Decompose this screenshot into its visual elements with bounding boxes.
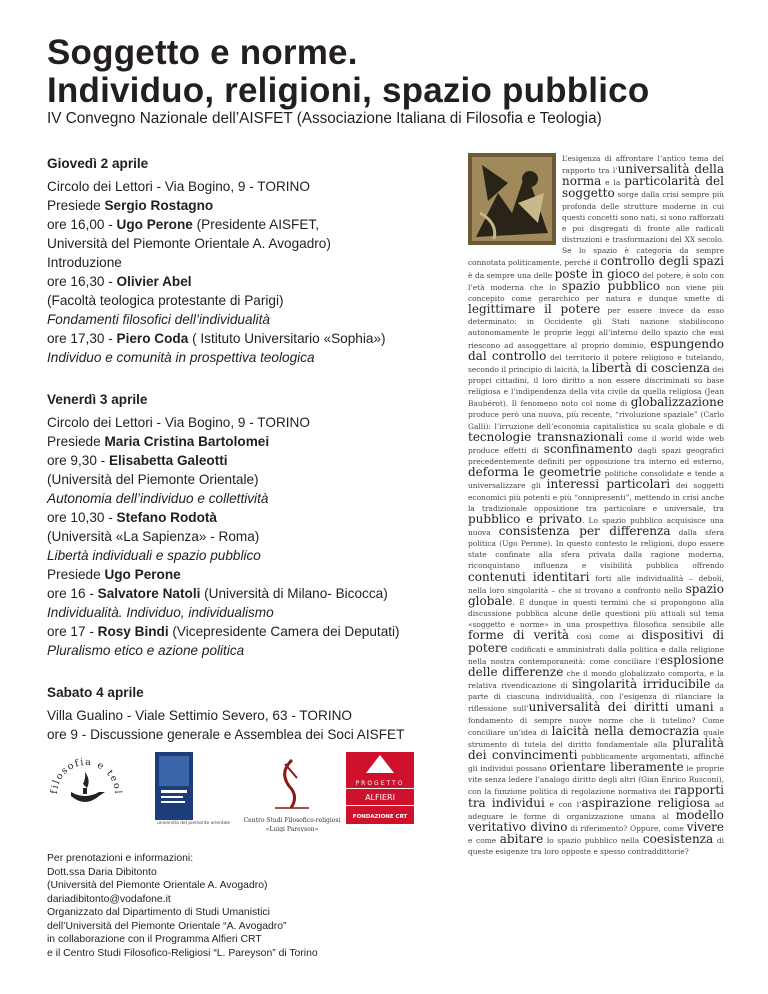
session-time: ore 17,30 - <box>47 331 117 346</box>
svg-text:filosofia e teologia <box>47 742 123 795</box>
aisfet-logo <box>47 742 123 825</box>
title-line-1: Soggetto e norme. <box>47 33 358 72</box>
essay-highlight: laicità nella democrazia <box>551 723 700 738</box>
info-line-8: e il Centro Studi Filosofico-Religiosi “L. Pareyson” di Torino <box>47 947 318 959</box>
contact-email[interactable]: dariadibitonto@vodafone.it <box>47 893 171 905</box>
essay-segment: per essere invece da esso determinato: in Occidente gli Stati nazione stabiliscono autonomamente le proprie leggi all’interno dello spazio che essi riescono ad assoggettare al proprio dominio, <box>468 306 724 350</box>
essay-segment: e come <box>468 836 500 846</box>
speaker-affiliation: ( Istituto Universitario «Sophia») <box>188 331 386 346</box>
day1-session-1-title: Introduzione <box>47 255 122 270</box>
essay-highlight: libertà di coscienza <box>591 360 710 375</box>
essay-highlight: spazio pubblico <box>561 278 661 293</box>
essay-segment: che il mondo globalizzato comporta, e la relativa rivendicazione di <box>468 668 724 691</box>
essay-highlight: particolarità del soggetto <box>562 174 724 201</box>
day2-session-1-aff: (Università del Piemonte Orientale) <box>47 472 259 487</box>
sponsor-logos <box>47 742 457 832</box>
speaker-affiliation: (Presidente AISFET, <box>192 217 320 232</box>
day3-date: Sabato 4 aprile <box>47 685 144 700</box>
day1-date: Giovedì 2 aprile <box>47 156 149 171</box>
essay-highlight: deforma le geometrie <box>468 465 602 480</box>
essay-highlight: esplosione delle differenze <box>468 652 724 679</box>
essay-highlight: sconfinamento <box>543 441 633 456</box>
essay-segment: politiche consolidate e tende a universalizzare gli <box>468 469 725 491</box>
essay-highlight: interessi particolari <box>546 477 671 492</box>
essay-segment: forti alle individualità – deboli, nella loro singolarità – che si trovano a confronto nello <box>468 573 724 595</box>
essay-segment: . Lo spazio pubblico acquisisce una nuova <box>468 515 724 537</box>
day2-chair-2 <box>47 565 457 584</box>
chair-prefix: Presiede <box>47 198 105 213</box>
essay-highlight: dispositivi di potere <box>468 628 724 655</box>
essay-segment: dei soggetti economici più potenti e più “onnipresenti”, mettendo in crisi anche la tradizionale opposizione tra particolare e universale, tra <box>468 481 724 513</box>
speaker-affiliation: (Vicepresidente Camera dei Deputati) <box>168 624 400 639</box>
speaker-name: Rosy Bindi <box>97 624 169 639</box>
info-line-7: in collaborazione con il Programma Alfieri CRT <box>47 934 262 945</box>
essay-segment: codificati e amministrati dalla politica e dalla religione nella nostra contemporaneità: come conciliare l’ <box>468 644 724 666</box>
session-time: ore 16,00 - <box>47 217 117 232</box>
essay-highlight: singolarità irriducibile <box>571 677 711 692</box>
aisfet-logo-text: filosofia e teol <box>48 756 124 796</box>
contact-info <box>47 852 447 960</box>
day2-session-1-title: Autonomia dell’individuo e collettività <box>47 491 269 506</box>
essay-highlight: globalizzazione <box>630 395 724 410</box>
essay-highlight: poste in gioco <box>554 266 640 281</box>
essay-segment: L’esigenza di affrontare l’antico tema del rapporto tra l’ <box>562 154 724 176</box>
day2-session-2-aff: (Università «La Sapienza» - Roma) <box>47 529 260 544</box>
essay-highlight: abitare <box>499 832 544 847</box>
session-time: ore 10,30 - <box>47 510 117 525</box>
essay-segment: e con l’ <box>544 799 582 809</box>
woodcut-figure-image <box>468 153 556 245</box>
pareyson-logo <box>244 760 341 832</box>
info-line-2: Dott.ssa Daria Dibitonto <box>47 866 157 878</box>
essay-segment: dagli spazi geografici precedentemente definiti per opposizione tra interno ed esterno, <box>468 445 724 467</box>
page-title <box>47 34 747 110</box>
day3-event: ore 9 - Discussione generale e Assemblea dei Soci AISFET <box>47 727 405 742</box>
day1-session-2-title: Fondamenti filosofici dell’individualità <box>47 312 270 327</box>
essay-highlight: vivere <box>686 819 725 834</box>
essay-segment: dei propri cittadini, il loro diritto a non essere discriminati su base religiosa e l’indipendenza della vita civile da quella religiosa (Jean Baubérot). Il fenomeno noto col nome di <box>468 364 724 409</box>
essay-highlight: consistenza per differenza <box>498 524 671 538</box>
day1-session-2 <box>47 272 457 291</box>
subtitle: IV Convegno Nazionale dell’AISFET (Associazione Italiana di Filosofia e Teologia) <box>47 110 602 127</box>
day2-session-1 <box>47 451 457 470</box>
day1-place: Circolo dei Lettori - Via Bogino, 9 - TORINO <box>47 179 310 194</box>
session-time: ore 16 - <box>47 586 98 601</box>
essay-highlight: rapporti tra individui <box>468 783 724 810</box>
session-time: ore 17 - <box>47 624 98 639</box>
chair-name: Maria Cristina Bartolomei <box>104 434 270 449</box>
info-line-1: Per prenotazioni e informazioni: <box>47 853 194 864</box>
essay-segment: lo spazio pubblico nella <box>543 836 643 846</box>
essay-highlight: universalità della norma <box>562 162 724 189</box>
day2-session-3 <box>47 584 457 603</box>
essay-highlight: pubblico e privato <box>468 511 582 526</box>
day1-chair <box>47 196 457 215</box>
essay-highlight: coesistenza <box>642 832 714 847</box>
chair-prefix: Presiede <box>47 434 105 449</box>
alfieri-mid-text: ALFIERI <box>365 793 395 802</box>
essay-highlight: universalità dei diritti umani <box>528 700 714 715</box>
essay-column <box>468 153 724 857</box>
program-column <box>47 154 457 744</box>
upo-logo-text: università del piemonte orientale <box>157 821 231 826</box>
day2-session-4-title: Pluralismo etico e azione politica <box>47 643 245 658</box>
chair-name: Ugo Perone <box>104 567 181 582</box>
essay-segment: del territorio il potere religioso e tutelando, secondo il principio di laicità, la <box>468 352 724 374</box>
essay-highlight: spazio globale <box>468 581 724 608</box>
essay-segment: . È dunque in questi termini che si propongono alla discussione pubblica alcune delle questioni più attuali sul tema «soggetto e norme» in una prospettiva filosofica sensibile alle <box>468 597 724 630</box>
day2-place: Circolo dei Lettori - Via Bogino, 9 - TORINO <box>47 415 310 430</box>
essay-highlight: aspirazione religiosa <box>581 795 711 810</box>
essay-highlight: espungendo dal controllo <box>468 336 724 363</box>
essay-segment: pubblicamente argomentati, affinché gli individui possano <box>468 751 724 774</box>
essay-highlight: modello veritativo divino <box>468 807 724 834</box>
essay-highlight: controllo degli spazi <box>600 254 724 269</box>
essay-segment: non viene più concepito come gerarchico per natura e dunque smette di <box>468 282 724 303</box>
day2-session-2-title: Libertà individuali e spazio pubblico <box>47 548 261 563</box>
essay-segment: come il world wide web produce effetti di <box>468 433 724 455</box>
day2-session-4 <box>47 622 457 641</box>
day2-session-3-title: Individualità. Individuo, individualismo <box>47 605 274 620</box>
alfieri-top-text: PROGETTO <box>355 780 405 787</box>
alfieri-logo <box>346 752 414 824</box>
essay-segment: produce però una nuova, più recente, “rivoluzione spaziale” (Carlo Galli): l’irruzione dell’economia capitalistica su scala globale e di <box>468 410 724 431</box>
day2-chair <box>47 432 457 451</box>
essay-segment: è da sempre una delle <box>468 270 555 280</box>
speaker-name: Olivier Abel <box>116 274 192 289</box>
essay-highlight: forme di verità <box>468 628 570 643</box>
essay-segment: dalla sfera politica (Ugo Perone). In questo contesto le religioni, dopo essere state confinate alla sfera privata dalla ragione moderna, riconquistano influenza e visibilità pubblica offrendo <box>468 528 725 571</box>
essay-segment: da parte di ciascuna individualità, con l’esigenza di rilanciare la riflessione sull’ <box>468 681 724 714</box>
essay-text <box>468 154 724 856</box>
essay-segment: di riferimento? Oppure, come <box>567 823 687 833</box>
essay-segment: quale strumento di tutela del diritto fondamentale alla <box>468 727 725 749</box>
day2-date: Venerdì 3 aprile <box>47 392 148 407</box>
day1-session-1 <box>47 215 457 234</box>
essay-highlight: legittimare il potere <box>468 302 601 317</box>
info-line-6: dell’Università del Piemonte Orientale “A. Avogadro” <box>47 920 287 932</box>
essay-highlight: contenuti identitari <box>468 569 590 584</box>
speaker-name: Elisabetta Galeotti <box>108 453 228 468</box>
essay-highlight: orientare liberamente <box>549 760 684 775</box>
day1-session-2-aff: (Facoltà teologica protestante di Parigi) <box>47 293 284 308</box>
alfieri-bottom-text: FONDAZIONE CRT <box>352 814 408 820</box>
essay-segment: di queste esigenze tra loro opposte e spesso contraddittorie? <box>468 836 724 857</box>
essay-segment: le proprie vite senza ledere l’analogo diritto degli altri (Gian Enrico Rusconi), con la funzione politica di regolazione normativa dei <box>468 764 724 797</box>
speaker-name: Stefano Rodotà <box>116 510 217 525</box>
pareyson-line-1: Centro Studi Filosofico-religiosi <box>243 817 341 824</box>
essay-segment: così come ai <box>569 632 642 642</box>
day3-place: Villa Gualino - Viale Settimio Severo, 63 - TORINO <box>47 708 352 723</box>
pareyson-line-2: «Luigi Pareyson» <box>265 826 319 832</box>
logos-svg <box>47 742 457 832</box>
essay-highlight: pluralità dei convincimenti <box>468 735 724 762</box>
essay-highlight: tecnologie transnazionali <box>468 429 624 444</box>
title-line-2: Individuo, religioni, spazio pubblico <box>47 71 650 110</box>
essay-segment: a fondamento di sempre nuove norme che li tutelino? Come conciliare un’idea di <box>468 704 724 737</box>
essay-segment: ad adeguare le forme di organizzazione umana al <box>468 799 725 821</box>
speaker-affiliation: (Università di Milano- Bicocca) <box>200 586 388 601</box>
session-time: ore 9,30 - <box>47 453 109 468</box>
speaker-name: Piero Coda <box>116 331 189 346</box>
upo-logo <box>155 752 230 826</box>
day1-session-3-title: Individuo e comunità in prospettiva teologica <box>47 350 315 365</box>
day1-session-1-aff: Università del Piemonte Orientale A. Avogadro) <box>47 236 331 251</box>
day1-session-3 <box>47 329 457 348</box>
chair-name: Sergio Rostagno <box>104 198 214 213</box>
info-line-3: (Università del Piemonte Orientale A. Avogadro) <box>47 880 268 891</box>
essay-segment: e la <box>601 178 625 188</box>
day2-session-2 <box>47 508 457 527</box>
session-time: ore 16,30 - <box>47 274 117 289</box>
speaker-name: Ugo Perone <box>116 217 193 232</box>
essay-segment: del potere, è solo con l’età moderna che lo <box>468 270 724 292</box>
speaker-name: Salvatore Natoli <box>97 586 201 601</box>
info-line-5: Organizzato dal Dipartimento di Studi Umanistici <box>47 907 270 918</box>
essay-segment: sorge dalla crisi sempre più profonda delle strutture moderne in cui questi concetti sono nati, si sono rafforzati e poi disgregati di fronte alle radicali distruzioni e trasformazioni del XX secolo. Se lo spazio è categoria da sempre connotata politicamente, perché il <box>468 190 724 268</box>
chair-prefix: Presiede <box>47 567 105 582</box>
